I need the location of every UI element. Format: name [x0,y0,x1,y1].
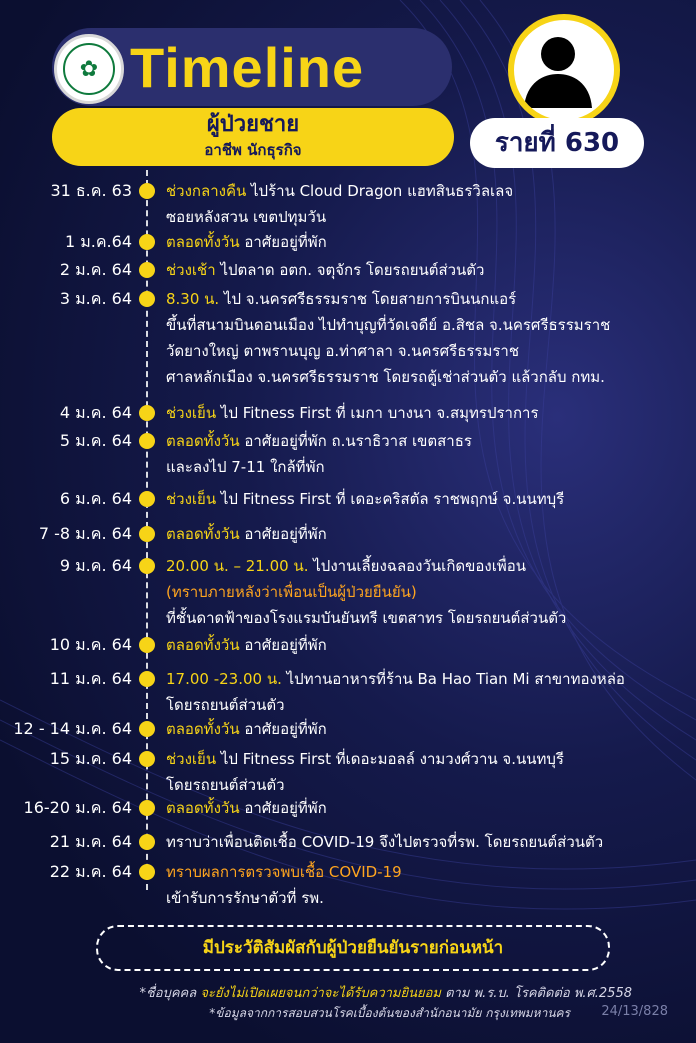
document-code: 24/13/828 [601,1004,668,1019]
timeline-date: 15 ม.ค. 64 [49,749,132,768]
timeline-dot [139,433,155,449]
occupation-label: อาชีพ นักธุรกิจ [204,141,302,159]
case-number-badge: รายที่ 630 [470,118,644,168]
timeline-dot [139,800,155,816]
timeline-date: 7 -8 ม.ค. 64 [38,524,132,543]
timeline-text: ช่วงกลางคืน ไปร้าน Cloud Dragon แฮทสินธรวิลเลจ [166,182,514,200]
timeline-dot [139,183,155,199]
timeline-text: โดยรถยนต์ส่วนตัว [166,696,285,714]
timeline-date: 21 ม.ค. 64 [49,832,132,851]
timeline-date: 1 ม.ค.64 [64,232,132,251]
patient-banner [52,108,454,166]
source-note: *ข้อมูลจากการสอบสวนโรคเบื้องต้นของสำนักอนามัย กรุงเทพมหานคร [209,1006,570,1020]
timeline-dot [139,671,155,687]
timeline-date: 16-20 ม.ค. 64 [23,798,132,817]
timeline-date: 5 ม.ค. 64 [59,431,132,450]
timeline-date: 22 ม.ค. 64 [49,862,132,881]
avatar [508,14,620,126]
timeline-dot [139,491,155,507]
page-title: Timeline [130,36,365,99]
timeline-text: 17.00 -23.00 น. ไปทานอาหารที่ร้าน Ba Hao Tian Mi สาขาทองหล่อ [166,670,625,688]
timeline-date: 3 ม.ค. 64 [59,289,132,308]
timeline-text: ช่วงเย็น ไป Fitness First ที่ เมกา บางนา จ.สมุทรปราการ [166,404,539,422]
timeline-dot [139,234,155,250]
timeline-text: ตลอดทั้งวัน อาศัยอยู่ที่พัก [166,636,327,654]
timeline-text: ทราบว่าเพื่อนติดเชื้อ COVID-19 จึงไปตรวจที่รพ. โดยรถยนต์ส่วนตัว [166,833,604,851]
timeline-dot [139,405,155,421]
timeline-date: 2 ม.ค. 64 [59,260,132,279]
timeline-text: 20.00 น. – 21.00 น. ไปงานเลี้ยงฉลองวันเกิดของเพื่อน [166,557,526,575]
timeline-date: 11 ม.ค. 64 [49,669,132,688]
timeline-dot [139,751,155,767]
person-silhouette-icon [514,20,602,108]
timeline-dot [139,834,155,850]
timeline-dot [139,864,155,880]
bma-logo: ✿ [54,34,124,104]
timeline-text: ขึ้นที่สนามบินดอนเมือง ไปทำบุญที่วัดเจดีย์ อ.สิชล จ.นครศรีธรรมราช [166,316,611,334]
timeline-text: เข้ารับการรักษาตัวที่ รพ. [166,889,324,907]
timeline-date: 10 ม.ค. 64 [49,635,132,654]
timeline-text: (ทราบภายหลังว่าเพื่อนเป็นผู้ป่วยยืนยัน) [166,583,417,601]
timeline-text: ซอยหลังสวน เขตปทุมวัน [166,208,327,226]
timeline-text: วัดยางใหญ่ ตาพรานบุญ อ.ท่าศาลา จ.นครศรีธรรมราช [166,342,520,360]
timeline-date: 12 - 14 ม.ค. 64 [13,719,132,738]
timeline-dot [139,262,155,278]
timeline-text: ช่วงเย็น ไป Fitness First ที่เดอะมอลล์ งามวงศ์วาน จ.นนทบุรี [166,750,564,768]
timeline-dot [139,558,155,574]
timeline-date: 4 ม.ค. 64 [59,403,132,422]
timeline-text: ช่วงเช้า ไปตลาด อตก. จตุจักร โดยรถยนต์ส่วนตัว [166,261,485,279]
timeline-text: ตลอดทั้งวัน อาศัยอยู่ที่พัก [166,720,327,738]
timeline-text: ศาลหลักเมือง จ.นครศรีธรรมราช โดยรถตู้เช่าส่วนตัว แล้วกลับ กทม. [166,368,605,386]
timeline-date: 9 ม.ค. 64 [59,556,132,575]
timeline-text: ตลอดทั้งวัน อาศัยอยู่ที่พัก [166,233,327,251]
timeline-text: ตลอดทั้งวัน อาศัยอยู่ที่พัก [166,525,327,543]
timeline-text: ที่ชั้นดาดฟ้าของโรงแรมบันยันทรี เขตสาทร โดยรถยนต์ส่วนตัว [166,609,567,627]
timeline-text: ช่วงเย็น ไป Fitness First ที่ เดอะคริสตัล ราชพฤกษ์ จ.นนทบุรี [166,490,565,508]
timeline-dot [139,526,155,542]
contact-note: มีประวัติสัมผัสกับผู้ป่วยยืนยันรายก่อนหน้า [96,925,610,971]
privacy-note: *ชื่อบุคคล จะยังไม่เปิดเผยจนกว่าจะได้รับความยินยอม ตาม พ.ร.บ. โรคติดต่อ พ.ศ.2558 [139,986,632,1001]
timeline-text: ทราบผลการตรวจพบเชื้อ COVID-19 [166,863,402,881]
timeline-dot [139,637,155,653]
timeline-dot [139,291,155,307]
timeline-date: 6 ม.ค. 64 [59,489,132,508]
patient-label: ผู้ป่วยชาย [206,112,300,137]
timeline-text: 8.30 น. ไป จ.นครศรีธรรมราช โดยสายการบินนกแอร์ [166,290,517,308]
timeline-text: และลงไป 7-11 ใกล้ที่พัก [166,458,325,476]
timeline-dot [139,721,155,737]
timeline-text: ตลอดทั้งวัน อาศัยอยู่ที่พัก [166,799,327,817]
timeline-text: โดยรถยนต์ส่วนตัว [166,776,285,794]
timeline-date: 31 ธ.ค. 63 [50,181,132,200]
timeline-text: ตลอดทั้งวัน อาศัยอยู่ที่พัก ถ.นราธิวาส เขตสาธร [166,432,472,450]
